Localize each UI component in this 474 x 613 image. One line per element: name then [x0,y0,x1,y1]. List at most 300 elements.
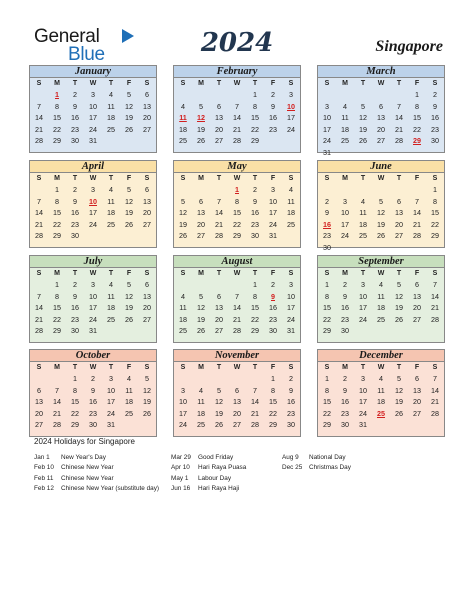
day-cell: 23 [269,124,277,134]
day-cell: 30 [89,420,97,430]
weekday-label: T [252,364,258,371]
day-cell: 29 [53,231,61,241]
day-cell: 20 [413,397,421,407]
day-cell: 16 [269,303,277,313]
day-cell: 19 [179,219,187,229]
weekday-label: F [270,80,276,87]
empty-cell [318,184,336,196]
empty-cell [390,89,408,101]
day-cell: 4 [379,374,383,383]
day-cell: 27 [233,420,241,430]
day-cell: 15 [251,303,259,313]
day-cell: 30 [269,326,277,336]
day-cell: 2 [343,374,347,383]
day-cell: 10 [359,385,367,395]
day-cell: 18 [125,397,133,407]
day-cell: 3 [91,185,95,194]
empty-cell [192,279,210,291]
month-name: December [318,350,444,362]
day-cell: 16 [287,397,295,407]
day-cell: 31 [89,136,97,146]
holiday-day-cell: 10 [287,101,295,111]
day-cell: 1 [325,374,329,383]
day-cell: 15 [323,303,331,313]
day-cell: 3 [289,90,293,99]
day-cell: 26 [197,136,205,146]
empty-cell [318,89,336,101]
day-cell: 7 [433,280,437,289]
weekday-label: W [377,270,385,277]
weekday-label: W [377,175,385,182]
day-cell: 26 [125,124,133,134]
holiday-day-cell: 25 [377,408,385,418]
day-cell: 14 [35,208,43,218]
day-cell: 4 [289,185,293,194]
day-cell: 22 [413,124,421,134]
day-cell: 23 [71,314,79,324]
day-cell: 4 [361,196,365,206]
day-cell: 4 [181,291,185,301]
day-cell: 8 [73,385,77,395]
day-cell: 27 [395,231,403,241]
day-cell: 24 [323,136,331,146]
day-cell: 28 [233,136,241,146]
holiday-row [171,463,246,473]
weekday-label: S [324,364,330,371]
day-cell: 27 [35,420,43,430]
holiday-row [171,474,246,484]
day-cell: 12 [125,291,133,301]
day-cell: 22 [233,219,241,229]
day-cell: 2 [325,196,329,206]
day-cell: 17 [269,208,277,218]
weekday-label: S [288,175,294,182]
weekday-label: W [89,175,97,182]
holiday-row [34,484,159,494]
day-cell: 17 [359,303,367,313]
weekday-header [318,269,444,279]
day-cell: 19 [377,219,385,229]
weekday-label: T [396,175,402,182]
empty-cell [372,89,390,101]
logo-blue-text: Blue [68,44,105,65]
day-cell: 11 [377,385,385,395]
day-cell: 19 [125,208,133,218]
day-cell: 25 [179,326,187,336]
month-name: March [318,66,444,78]
weekday-label: T [396,80,402,87]
day-cell: 14 [233,303,241,313]
day-cell: 14 [35,113,43,123]
day-cell: 24 [179,420,187,430]
day-cell: 7 [37,196,41,206]
day-cell: 23 [341,408,349,418]
day-cell: 24 [89,124,97,134]
day-cell: 24 [89,219,97,229]
day-cell: 18 [341,124,349,134]
day-cell: 24 [287,314,295,324]
day-cell: 9 [289,385,293,395]
holiday-day-cell: 10 [89,196,97,206]
day-cell: 20 [143,113,151,123]
day-cell: 11 [125,385,133,395]
day-cell: 12 [215,397,223,407]
day-cell: 4 [109,280,113,289]
day-cell: 19 [125,303,133,313]
month-name: February [174,66,300,78]
day-cell: 26 [377,231,385,241]
day-cell: 4 [127,374,131,383]
day-cell: 4 [199,385,203,395]
month-april [29,160,157,248]
day-cell: 21 [215,219,223,229]
days-grid [30,184,156,242]
day-cell: 5 [361,101,365,111]
day-cell: 5 [199,101,203,111]
weekday-label: S [432,80,438,87]
day-cell: 31 [269,231,277,241]
day-cell: 18 [179,124,187,134]
weekday-label: T [216,80,222,87]
holiday-column [282,453,351,474]
weekday-label: S [144,80,150,87]
day-cell: 17 [323,124,331,134]
day-cell: 22 [431,219,439,229]
empty-cell [228,279,246,291]
empty-cell [30,279,48,291]
day-cell: 18 [197,408,205,418]
weekday-header [174,363,300,373]
day-cell: 21 [35,219,43,229]
empty-cell [210,279,228,291]
weekday-label: S [432,175,438,182]
day-cell: 30 [431,136,439,146]
holiday-date: Jan 1 [34,454,50,461]
month-name: May [174,161,300,173]
day-cell: 23 [251,219,259,229]
weekday-label: F [414,364,420,371]
weekday-header [174,269,300,279]
day-cell: 29 [251,326,259,336]
day-cell: 22 [251,124,259,134]
day-cell: 8 [325,291,329,301]
day-cell: 31 [89,326,97,336]
day-cell: 6 [145,185,149,194]
day-cell: 22 [53,124,61,134]
weekday-label: S [180,80,186,87]
day-cell: 31 [287,326,295,336]
weekday-header [30,269,156,279]
day-cell: 16 [71,208,79,218]
day-cell: 25 [125,408,133,418]
day-cell: 13 [215,303,223,313]
day-cell: 9 [343,291,347,301]
day-cell: 14 [215,208,223,218]
day-cell: 9 [325,208,329,218]
day-cell: 13 [143,291,151,301]
day-cell: 17 [179,408,187,418]
weekday-label: M [54,364,60,371]
day-cell: 16 [71,113,79,123]
weekday-label: S [36,364,42,371]
day-cell: 14 [53,397,61,407]
day-cell: 20 [197,219,205,229]
day-cell: 11 [287,196,295,206]
day-cell: 30 [71,326,79,336]
weekday-label: S [144,175,150,182]
logo-general-text: General [34,26,100,47]
weekday-label: S [432,364,438,371]
holiday-row [282,453,351,463]
day-cell: 13 [395,208,403,218]
day-cell: 29 [323,420,331,430]
weekday-label: F [414,175,420,182]
holiday-date: Apr 10 [171,464,190,472]
day-cell: 7 [37,291,41,301]
month-name: August [174,256,300,268]
weekday-label: S [288,270,294,277]
day-cell: 28 [215,231,223,241]
day-cell: 4 [109,90,113,99]
empty-cell [354,184,372,196]
day-cell: 9 [73,101,77,111]
weekday-label: T [108,175,114,182]
day-cell: 21 [35,314,43,324]
day-cell: 26 [395,408,403,418]
day-cell: 8 [55,196,59,206]
day-cell: 12 [179,208,187,218]
holiday-name: New Year's Day [61,454,106,461]
empty-cell [336,89,354,101]
day-cell: 5 [127,280,131,289]
holiday-day-cell: 1 [55,90,59,99]
day-cell: 5 [217,385,221,395]
day-cell: 27 [143,219,151,229]
day-cell: 29 [233,231,241,241]
empty-cell [192,184,210,196]
weekday-label: M [54,80,60,87]
weekday-label: S [36,270,42,277]
weekday-label: S [288,80,294,87]
day-cell: 27 [143,124,151,134]
day-cell: 22 [269,408,277,418]
holiday-column [171,453,246,495]
day-cell: 24 [359,408,367,418]
holiday-date: Dec 25 [282,464,303,472]
day-cell: 30 [323,242,331,252]
day-cell: 10 [323,113,331,123]
weekday-label: W [89,364,97,371]
empty-cell [228,373,246,385]
day-cell: 15 [53,303,61,313]
day-cell: 23 [269,314,277,324]
day-cell: 2 [271,90,275,99]
day-cell: 25 [377,314,385,324]
day-cell: 13 [143,101,151,111]
day-cell: 25 [287,219,295,229]
day-cell: 17 [89,303,97,313]
empty-cell [210,89,228,101]
empty-cell [174,373,192,385]
weekday-label: F [126,80,132,87]
day-cell: 13 [143,196,151,206]
holiday-row [34,463,159,473]
day-cell: 22 [71,408,79,418]
day-cell: 24 [107,408,115,418]
day-cell: 25 [107,314,115,324]
day-cell: 28 [35,326,43,336]
day-cell: 4 [343,101,347,111]
day-cell: 12 [359,113,367,123]
empty-cell [30,184,48,196]
weekday-label: M [198,364,204,371]
day-cell: 30 [287,420,295,430]
day-cell: 11 [377,291,385,301]
weekday-header [318,79,444,89]
weekday-label: T [396,270,402,277]
days-grid [318,279,444,337]
weekday-label: F [126,175,132,182]
day-cell: 16 [251,208,259,218]
day-cell: 23 [287,408,295,418]
holiday-row [171,453,246,463]
weekday-header [174,174,300,184]
holiday-name: Hari Raya Haji [198,485,240,493]
day-cell: 30 [251,231,259,241]
day-cell: 14 [413,208,421,218]
day-cell: 10 [107,385,115,395]
day-cell: 11 [359,208,367,218]
weekday-label: F [126,270,132,277]
day-cell: 6 [145,90,149,99]
day-cell: 17 [341,219,349,229]
day-cell: 15 [233,208,241,218]
day-cell: 19 [359,124,367,134]
weekday-label: T [72,364,78,371]
day-cell: 23 [71,219,79,229]
empty-cell [174,184,192,196]
day-cell: 2 [271,280,275,289]
weekday-label: T [252,270,258,277]
day-cell: 6 [397,196,401,206]
weekday-header [174,79,300,89]
day-cell: 6 [37,385,41,395]
days-grid [174,279,300,337]
day-cell: 18 [287,208,295,218]
day-cell: 25 [359,231,367,241]
day-cell: 13 [377,113,385,123]
day-cell: 29 [53,136,61,146]
country-name: Singapore [375,38,443,55]
weekday-label: F [270,270,276,277]
day-cell: 29 [323,326,331,336]
weekday-label: T [108,364,114,371]
day-cell: 16 [341,303,349,313]
days-grid [174,89,300,147]
weekday-label: W [377,364,385,371]
empty-cell [30,89,48,101]
weekday-label: T [360,175,366,182]
day-cell: 8 [415,101,419,111]
day-cell: 9 [433,101,437,111]
empty-cell [48,373,66,385]
holiday-date: Mar 29 [171,454,191,461]
day-cell: 7 [433,374,437,383]
empty-cell [336,184,354,196]
day-cell: 15 [71,397,79,407]
weekday-label: W [89,270,97,277]
day-cell: 3 [361,280,365,289]
day-cell: 11 [341,113,349,123]
day-cell: 11 [179,303,187,313]
weekday-label: T [252,80,258,87]
day-cell: 3 [109,374,113,383]
day-cell: 24 [359,314,367,324]
day-cell: 7 [253,385,257,395]
weekday-label: F [126,364,132,371]
day-cell: 30 [341,326,349,336]
day-cell: 24 [89,314,97,324]
weekday-label: M [198,80,204,87]
day-cell: 16 [71,303,79,313]
day-cell: 16 [431,113,439,123]
holiday-day-cell: 16 [323,219,331,229]
empty-cell [228,89,246,101]
day-cell: 7 [55,385,59,395]
day-cell: 8 [55,291,59,301]
weekday-label: T [360,80,366,87]
weekday-label: T [360,270,366,277]
day-cell: 6 [217,101,221,111]
day-cell: 27 [215,326,223,336]
weekday-label: T [216,364,222,371]
day-cell: 31 [323,147,331,157]
day-cell: 27 [197,231,205,241]
day-cell: 10 [89,101,97,111]
day-cell: 26 [215,420,223,430]
day-cell: 11 [197,397,205,407]
day-cell: 5 [127,90,131,99]
day-cell: 27 [413,314,421,324]
month-june [317,160,445,252]
day-cell: 1 [55,280,59,289]
day-cell: 19 [143,397,151,407]
day-cell: 1 [433,185,437,194]
day-cell: 15 [251,113,259,123]
days-grid [318,89,444,159]
day-cell: 13 [215,113,223,123]
day-cell: 27 [215,136,223,146]
day-cell: 11 [107,291,115,301]
day-cell: 12 [377,208,385,218]
day-cell: 6 [379,101,383,111]
day-cell: 5 [397,374,401,383]
day-cell: 28 [233,326,241,336]
days-grid [30,89,156,147]
month-name: November [174,350,300,362]
month-name: July [30,256,156,268]
day-cell: 9 [73,291,77,301]
day-cell: 31 [359,420,367,430]
day-cell: 5 [127,185,131,194]
day-cell: 18 [107,303,115,313]
day-cell: 27 [377,136,385,146]
day-cell: 11 [107,101,115,111]
day-cell: 28 [53,420,61,430]
day-cell: 10 [179,397,187,407]
day-cell: 21 [413,219,421,229]
month-name: January [30,66,156,78]
